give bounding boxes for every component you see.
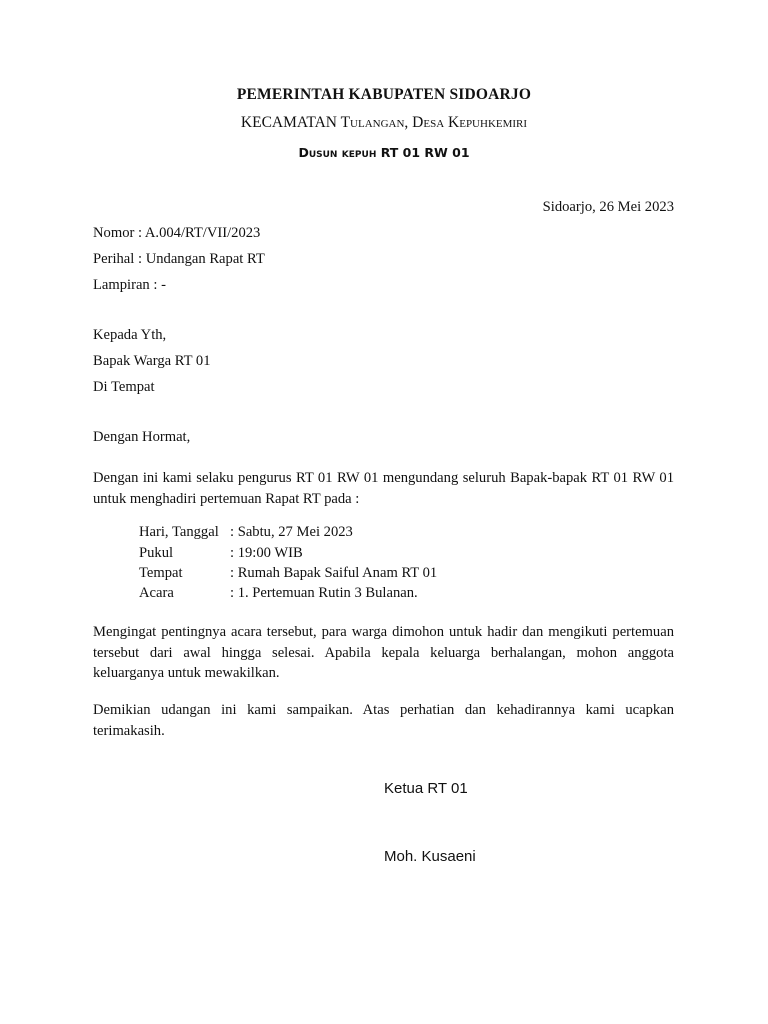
detail-value: : Sabtu, 27 Mei 2023 bbox=[230, 524, 353, 540]
detail-label: Pukul bbox=[139, 545, 174, 561]
detail-row-agenda bbox=[139, 585, 418, 602]
signature-title: Ketua RT 01 bbox=[384, 780, 468, 797]
detail-label: Hari, Tanggal bbox=[139, 524, 219, 540]
detail-value: : 1. Pertemuan Rutin 3 Bulanan. bbox=[230, 585, 418, 601]
letter-attachment: Lampiran : - bbox=[93, 277, 166, 293]
signature-name: Moh. Kusaeni bbox=[384, 848, 476, 865]
detail-row-date bbox=[139, 524, 353, 541]
detail-label: Acara bbox=[139, 585, 174, 601]
recipient-line-3: Di Tempat bbox=[93, 379, 155, 395]
intro-paragraph: Dengan ini kami selaku pengurus RT 01 RW 01 mengundang seluruh Bapak-bapak RT 01 RW 01 untuk menghadiri pertemuan Rapat RT pada : bbox=[93, 470, 674, 507]
letter-subject: Perihal : Undangan Rapat RT bbox=[93, 251, 265, 267]
letterhead-line-1: PEMERINTAH KABUPATEN SIDOARJO bbox=[236, 86, 532, 103]
recipient-line-2: Bapak Warga RT 01 bbox=[93, 353, 211, 369]
detail-label: Tempat bbox=[139, 565, 183, 581]
body-paragraph-2: Demikian udangan ini kami sampaikan. Atas perhatian dan kehadirannya kami ucapkan terimakasih. bbox=[93, 702, 674, 739]
detail-value: : 19:00 WIB bbox=[230, 545, 303, 561]
letter-number: Nomor : A.004/RT/VII/2023 bbox=[93, 225, 261, 241]
detail-row-time bbox=[139, 545, 303, 562]
letterhead-line-2: KECAMATAN Tulangan, Desa Kepuhkemiri bbox=[240, 114, 528, 131]
body-paragraph-1: Mengingat pentingnya acara tersebut, para warga dimohon untuk hadir dan mengikuti pertemuan tersebut dari awal hingga selesai. Apabila kepala keluarga berhalangan, mohon anggota keluarganya untuk mewakilkan. bbox=[93, 624, 674, 681]
salutation: Dengan Hormat, bbox=[93, 429, 191, 445]
detail-row-place bbox=[139, 565, 437, 582]
place-date: Sidoarjo, 26 Mei 2023 bbox=[542, 199, 674, 215]
recipient-line-1: Kepada Yth, bbox=[93, 327, 167, 343]
detail-value: : Rumah Bapak Saiful Anam RT 01 bbox=[230, 565, 438, 581]
letterhead-line-3: Dusun kepuh RT 01 RW 01 bbox=[298, 145, 470, 160]
